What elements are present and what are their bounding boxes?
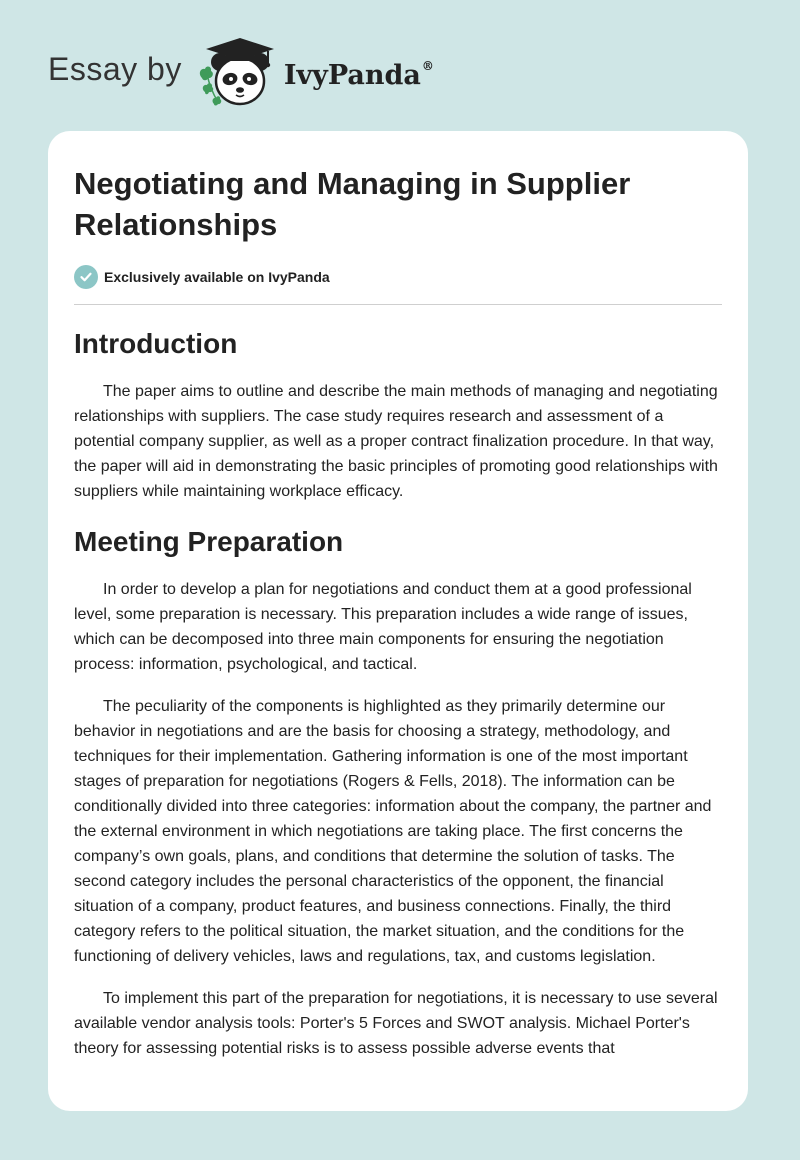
brand-header bbox=[48, 34, 434, 108]
paragraph: To implement this part of the preparation for negotiations, it is necessary to use several available vendor analysis tools: Porter's 5 Forces and SWOT analysis. Michael Porter's theory for assessing potential risks is to assess possible adverse events that bbox=[74, 990, 718, 1057]
section-heading-meeting-preparation: Meeting Preparation bbox=[74, 526, 344, 557]
paragraph: The paper aims to outline and describe the main methods of managing and negotiating relationships with suppliers. The case study requires research and assessment of a potential company supplier, as well as a proper contract finalization procedure. In that way, the paper will aid in demonstrating the basic principles of promoting good relationships with suppliers while maintaining workplace efficacy. bbox=[74, 383, 718, 500]
paragraph: The peculiarity of the components is highlighted as they primarily determine our behavior in negotiations and are the basis for choosing a strategy, methodology, and techniques for their implementation. Gathering information is one of the most important stages of preparation for negotiations (Rogers & Fells, 2018). The information can be conditionally divided into three categories: information about the company, the partner and the external environment in which negotiations are taking place. The first concerns the company’s own goals, plans, and conditions that determine the solution of tasks. The second category includes the personal characteristics of the opponent, the financial situation of a company, product features, and business connections. Finally, the third category refers to the political situation, the market situation, and the conditions for the functioning of delivery vehicles, laws and regulations, tax, and customs legislation. bbox=[74, 698, 712, 965]
brand-name bbox=[284, 60, 434, 91]
check-icon bbox=[74, 265, 98, 289]
paragraph: In order to develop a plan for negotiations and conduct them at a good professional level, some preparation is necessary. This preparation includes a wide range of issues, which can be decomposed into three main components for ensuring the negotiation process: information, psychological, and tactical. bbox=[74, 581, 692, 673]
essay-card bbox=[48, 131, 748, 1111]
registered-mark: ® bbox=[421, 58, 434, 73]
panda-logo-icon[interactable] bbox=[196, 34, 282, 108]
exclusive-badge bbox=[74, 264, 722, 290]
brand-prefix: Essay by bbox=[48, 50, 182, 87]
brand-name-text: IvyPanda bbox=[283, 59, 421, 91]
essay-content bbox=[74, 163, 722, 1061]
divider bbox=[74, 304, 722, 305]
exclusive-text: Exclusively available on IvyPanda bbox=[104, 269, 330, 285]
section-heading-introduction: Introduction bbox=[74, 328, 238, 359]
essay-title: Negotiating and Managing in Supplier Relationships bbox=[74, 166, 631, 242]
